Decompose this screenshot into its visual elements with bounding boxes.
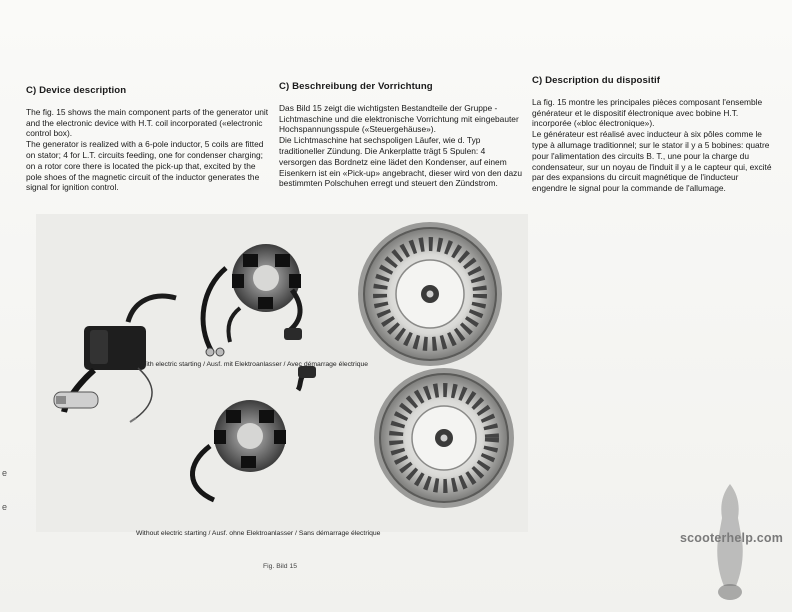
ht-coil-box-icon [54, 296, 176, 422]
flywheel-with-starter-icon [358, 222, 502, 366]
column-german [279, 82, 523, 189]
caption-without-electric-starting: Without electric starting / Ausf. ohne Elektroanlasser / Sans démarrage électrique [136, 530, 381, 537]
component-illustration [36, 214, 528, 532]
paragraph-english-1: The fig. 15 shows the main component parts of the generator unit and the electronic device with H.T. coil incorporated («electronic control box). [26, 106, 269, 139]
paragraph-english-2: The generator is realized with a 6-pole inductor, 5 coils are fitted on stator; 4 for L.T. circuits feeding, one for condenser charging; on a rotor core there is located the pick-up that, excited by the pole shoes of the magnetic circuit of the inductor generates the signal for ignition control. [26, 139, 264, 193]
edge-mark: e [2, 502, 8, 512]
caption-with-electric-starting: With electric starting / Ausf. mit Elektroanlasser / Avec démarrage électrique [140, 361, 369, 368]
flywheel-without-starter-icon [374, 368, 514, 508]
paragraph-german-2: Die Lichtmaschine hat sechspoligen Läufer, wie d. Typ traditioneller Zündung. Die Ankerplatte trägt 5 Spulen: 4 versorgen das Bordnetz eine lädet den Kondenser, auf einem Eisenkern ist ein «Pick-up» angebracht, dieser wird von den dazu bestimmten Polschuhen erregt und steuert den Zündstrom. [279, 135, 523, 189]
stator-without-starter-icon [192, 366, 316, 500]
column-french [532, 76, 776, 194]
stator-with-starter-icon [203, 244, 302, 356]
heading-french: C) Description du dispositif [532, 75, 661, 86]
column-english [26, 86, 270, 193]
edge-mark: e [2, 468, 8, 478]
component-photograph [36, 214, 528, 532]
figure-label: Fig. Bild 15 [263, 563, 298, 570]
watermark-site: scooterhelp.com [680, 531, 784, 545]
heading-german: C) Beschreibung der Vorrichtung [279, 81, 433, 92]
paragraph-french-1: La fig. 15 montre les principales pièces composant l'ensemble générateur et le dispositif électronique avec bobine H.T. incorporée («bloc électronique»). [532, 96, 763, 129]
paragraph-german-1: Das Bild 15 zeigt die wichtigsten Bestandteile der Gruppe - Lichtmaschine und die elektronische Vorrichtung mit eingebauter Hochspannungsspule («Steuergehäuse»). [279, 102, 519, 135]
heading-english: C) Device description [26, 85, 127, 96]
paragraph-french-2: Le générateur est réalisé avec inducteur à six pôles comme le type à allumage traditionnel; sur le stator il y a 5 bobines: quatre pour l'alimentation des circuits B. T., une pour la charge du condensateur, sur un noyau de l'induit il y a le capteur qui, excité par des expansions du circuit magnétique de l'inducteur engendre le signal pour la commande de l'allumage. [532, 129, 772, 194]
